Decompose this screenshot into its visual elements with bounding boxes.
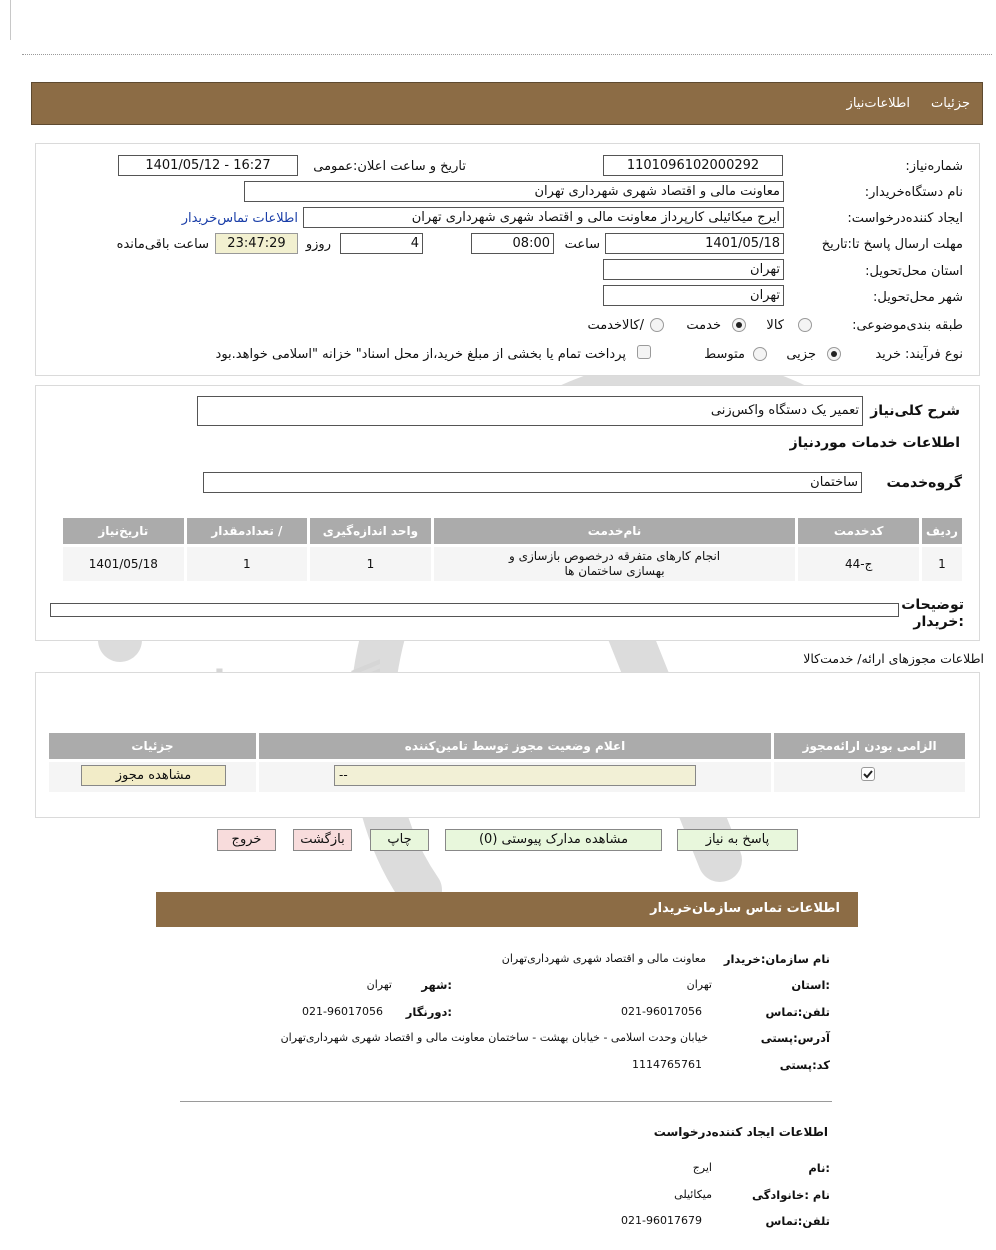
category-goods-service-radio[interactable] xyxy=(650,318,664,332)
postal-code-label: کد:پستی xyxy=(779,1058,830,1072)
creator-phone-label: تلفن:تماس xyxy=(765,1214,830,1228)
category-service-label: خدمت xyxy=(686,318,721,333)
buyer-org-label: نام دستگاه‌خریدار: xyxy=(864,185,963,200)
days-label: روزو xyxy=(305,237,331,252)
permits-section-title: اطلاعات مجوزهای ارائه/ خدمت‌کالا xyxy=(803,651,984,666)
deadline-date-field: 1401/05/18 xyxy=(605,233,784,254)
category-service-radio[interactable] xyxy=(732,318,746,332)
province-field: تهران xyxy=(603,259,784,280)
category-goods-service-label: /کالاخدمت xyxy=(587,318,644,333)
col-permit-status: اعلام وضعیت مجوز توسط تامین‌کننده xyxy=(259,733,771,759)
process-minor-label: جزیی xyxy=(786,347,816,362)
print-button[interactable]: چاپ xyxy=(370,829,429,851)
need-header-bar xyxy=(31,82,983,125)
buyer-notes-label: توضیحات xyxy=(901,597,964,613)
category-goods-label: کالا xyxy=(766,318,784,333)
view-permit-button[interactable]: مشاهده مجوز xyxy=(81,765,226,786)
col-permit-required: الزامی بودن ارائه‌مجوز xyxy=(774,733,965,759)
treasury-payment-note: پرداخت تمام یا بخشی از مبلغ خرید،از محل اسناد" خزانه "اسلامی خواهد.بود xyxy=(215,347,626,362)
buyer-contact-link[interactable]: اطلاعات تماس‌خریدار xyxy=(181,211,298,226)
col-unit: واحد اندازه‌گیری xyxy=(310,518,431,544)
creator-info-title: اطلاعات ایجاد کننده‌درخواست xyxy=(653,1125,828,1139)
buyer-notes-label-2: :خریدار xyxy=(913,614,964,630)
postal-code-value: 1114765761 xyxy=(632,1058,702,1071)
summary-label: شرح کلی‌نیاز xyxy=(870,403,960,419)
contact-city-value: تهران xyxy=(366,978,392,991)
buyer-org-field: معاونت مالی و اقتصاد شهری شهرداری تهران xyxy=(244,181,784,202)
service-group-label: گروه‌خدمت xyxy=(886,475,962,491)
col-need-date: تاریخ‌نیاز xyxy=(63,518,184,544)
need-number-label: شماره‌نیاز: xyxy=(905,159,963,174)
cell-service-code: ج-44 xyxy=(798,547,919,581)
address-value: خیابان وحدت اسلامی - خیابان بهشت - ساختمان معاونت مالی و اقتصاد شهری شهرداری‌تهران xyxy=(280,1031,708,1044)
cell-need-date: 1401/05/18 xyxy=(63,547,184,581)
creator-field: ایرج میکائیلی کارپرداز معاونت مالی و اقتصاد شهری شهرداری تهران xyxy=(303,207,784,228)
province-label: استان محل‌تحویل: xyxy=(865,264,963,279)
back-button[interactable]: بازگشت xyxy=(293,829,352,851)
city-field: تهران xyxy=(603,285,784,306)
summary-field: تعمیر یک دستگاه واکس‌زنی xyxy=(197,396,863,426)
permit-status-field[interactable]: -- xyxy=(334,765,696,786)
services-section-title: اطلاعات خدمات موردنیاز xyxy=(789,435,960,451)
org-name-label: نام سازمان:خریدار xyxy=(723,952,830,966)
cell-unit: 1 xyxy=(310,547,431,581)
contact-divider xyxy=(180,1101,832,1102)
need-number-field: 1101096102000292 xyxy=(603,155,783,176)
category-goods-radio[interactable] xyxy=(798,318,812,332)
announce-datetime-field: 1401/05/12 - 16:27 xyxy=(118,155,298,176)
services-table xyxy=(60,515,965,584)
contact-fax-value: 021-96017056 xyxy=(302,1005,383,1018)
remaining-label: ساعت باقی‌مانده xyxy=(116,237,209,252)
announce-label: تاریخ و ساعت اعلان:عمومی xyxy=(313,159,466,174)
contact-province-label: :استان xyxy=(791,978,830,992)
top-divider-line xyxy=(10,0,11,40)
service-group-field: ساختمان xyxy=(203,472,862,493)
contact-phone-label: تلفن:تماس xyxy=(765,1005,830,1019)
contact-province-value: تهران xyxy=(686,978,712,991)
treasury-payment-checkbox[interactable] xyxy=(637,345,651,359)
contact-header-bar xyxy=(156,892,858,927)
city-label: شهر محل‌تحویل: xyxy=(873,290,963,305)
dotted-separator xyxy=(22,54,992,55)
reply-to-need-button[interactable]: پاسخ به نیاز xyxy=(677,829,798,851)
deadline-label: مهلت ارسال پاسخ تا:تاریخ xyxy=(821,237,963,252)
process-medium-label: متوسط xyxy=(704,347,745,362)
deadline-time-field: 08:00 xyxy=(471,233,554,254)
cell-service-name: انجام کارهای متفرقه درخصوص بازسازی و بهسازی ساختمان ها xyxy=(434,547,796,581)
col-row: ردیف xyxy=(922,518,962,544)
remaining-time-field: 23:47:29 xyxy=(215,233,298,254)
exit-button[interactable]: خروج xyxy=(217,829,276,851)
tab-details[interactable]: جزئیات xyxy=(931,96,970,111)
process-type-purchase: خرید xyxy=(875,347,901,362)
table-row xyxy=(63,547,962,581)
col-quantity: / تعدادمقدار xyxy=(187,518,308,544)
contact-phone-value: 021-96017056 xyxy=(621,1005,702,1018)
creator-name-value: ایرج xyxy=(692,1161,712,1174)
days-remaining-field: 4 xyxy=(340,233,423,254)
permit-required-checkbox[interactable] xyxy=(861,767,875,781)
creator-label: ایجاد کننده‌درخواست: xyxy=(847,211,963,226)
cell-quantity: 1 xyxy=(187,547,308,581)
deadline-time-label: ساعت xyxy=(564,237,600,252)
need-info-panel xyxy=(35,143,980,376)
view-attachments-button[interactable]: مشاهده مدارک پیوستی (0) xyxy=(445,829,662,851)
process-medium-radio[interactable] xyxy=(753,347,767,361)
creator-family-label: نام :خانوادگی xyxy=(752,1188,830,1202)
category-label: طبقه بندی‌موضوعی: xyxy=(852,318,963,333)
process-minor-radio[interactable] xyxy=(827,347,841,361)
contact-fax-label: :دورنگار xyxy=(405,1005,452,1019)
contact-city-label: :شهر xyxy=(421,978,452,992)
cell-row: 1 xyxy=(922,547,962,581)
contact-section-title: اطلاعات تماس سازمان‌خریدار xyxy=(650,901,840,916)
creator-name-label: :نام xyxy=(808,1161,830,1175)
process-label: نوع فرآیند: xyxy=(905,347,963,362)
col-service-code: کدخدمت xyxy=(798,518,919,544)
creator-phone-value: 021-96017679 xyxy=(621,1214,702,1227)
col-service-name: نام‌خدمت xyxy=(434,518,796,544)
org-name-value: معاونت مالی و اقتصاد شهری شهرداری‌تهران xyxy=(501,952,706,965)
col-permit-details: جزئیات xyxy=(49,733,256,759)
tab-need-info[interactable]: اطلاعات‌نیاز xyxy=(846,96,910,111)
address-label: آدرس:پستی xyxy=(760,1031,830,1045)
check-icon xyxy=(862,768,874,780)
creator-family-value: میکائیلی xyxy=(674,1188,712,1201)
buyer-notes-field xyxy=(50,603,899,617)
